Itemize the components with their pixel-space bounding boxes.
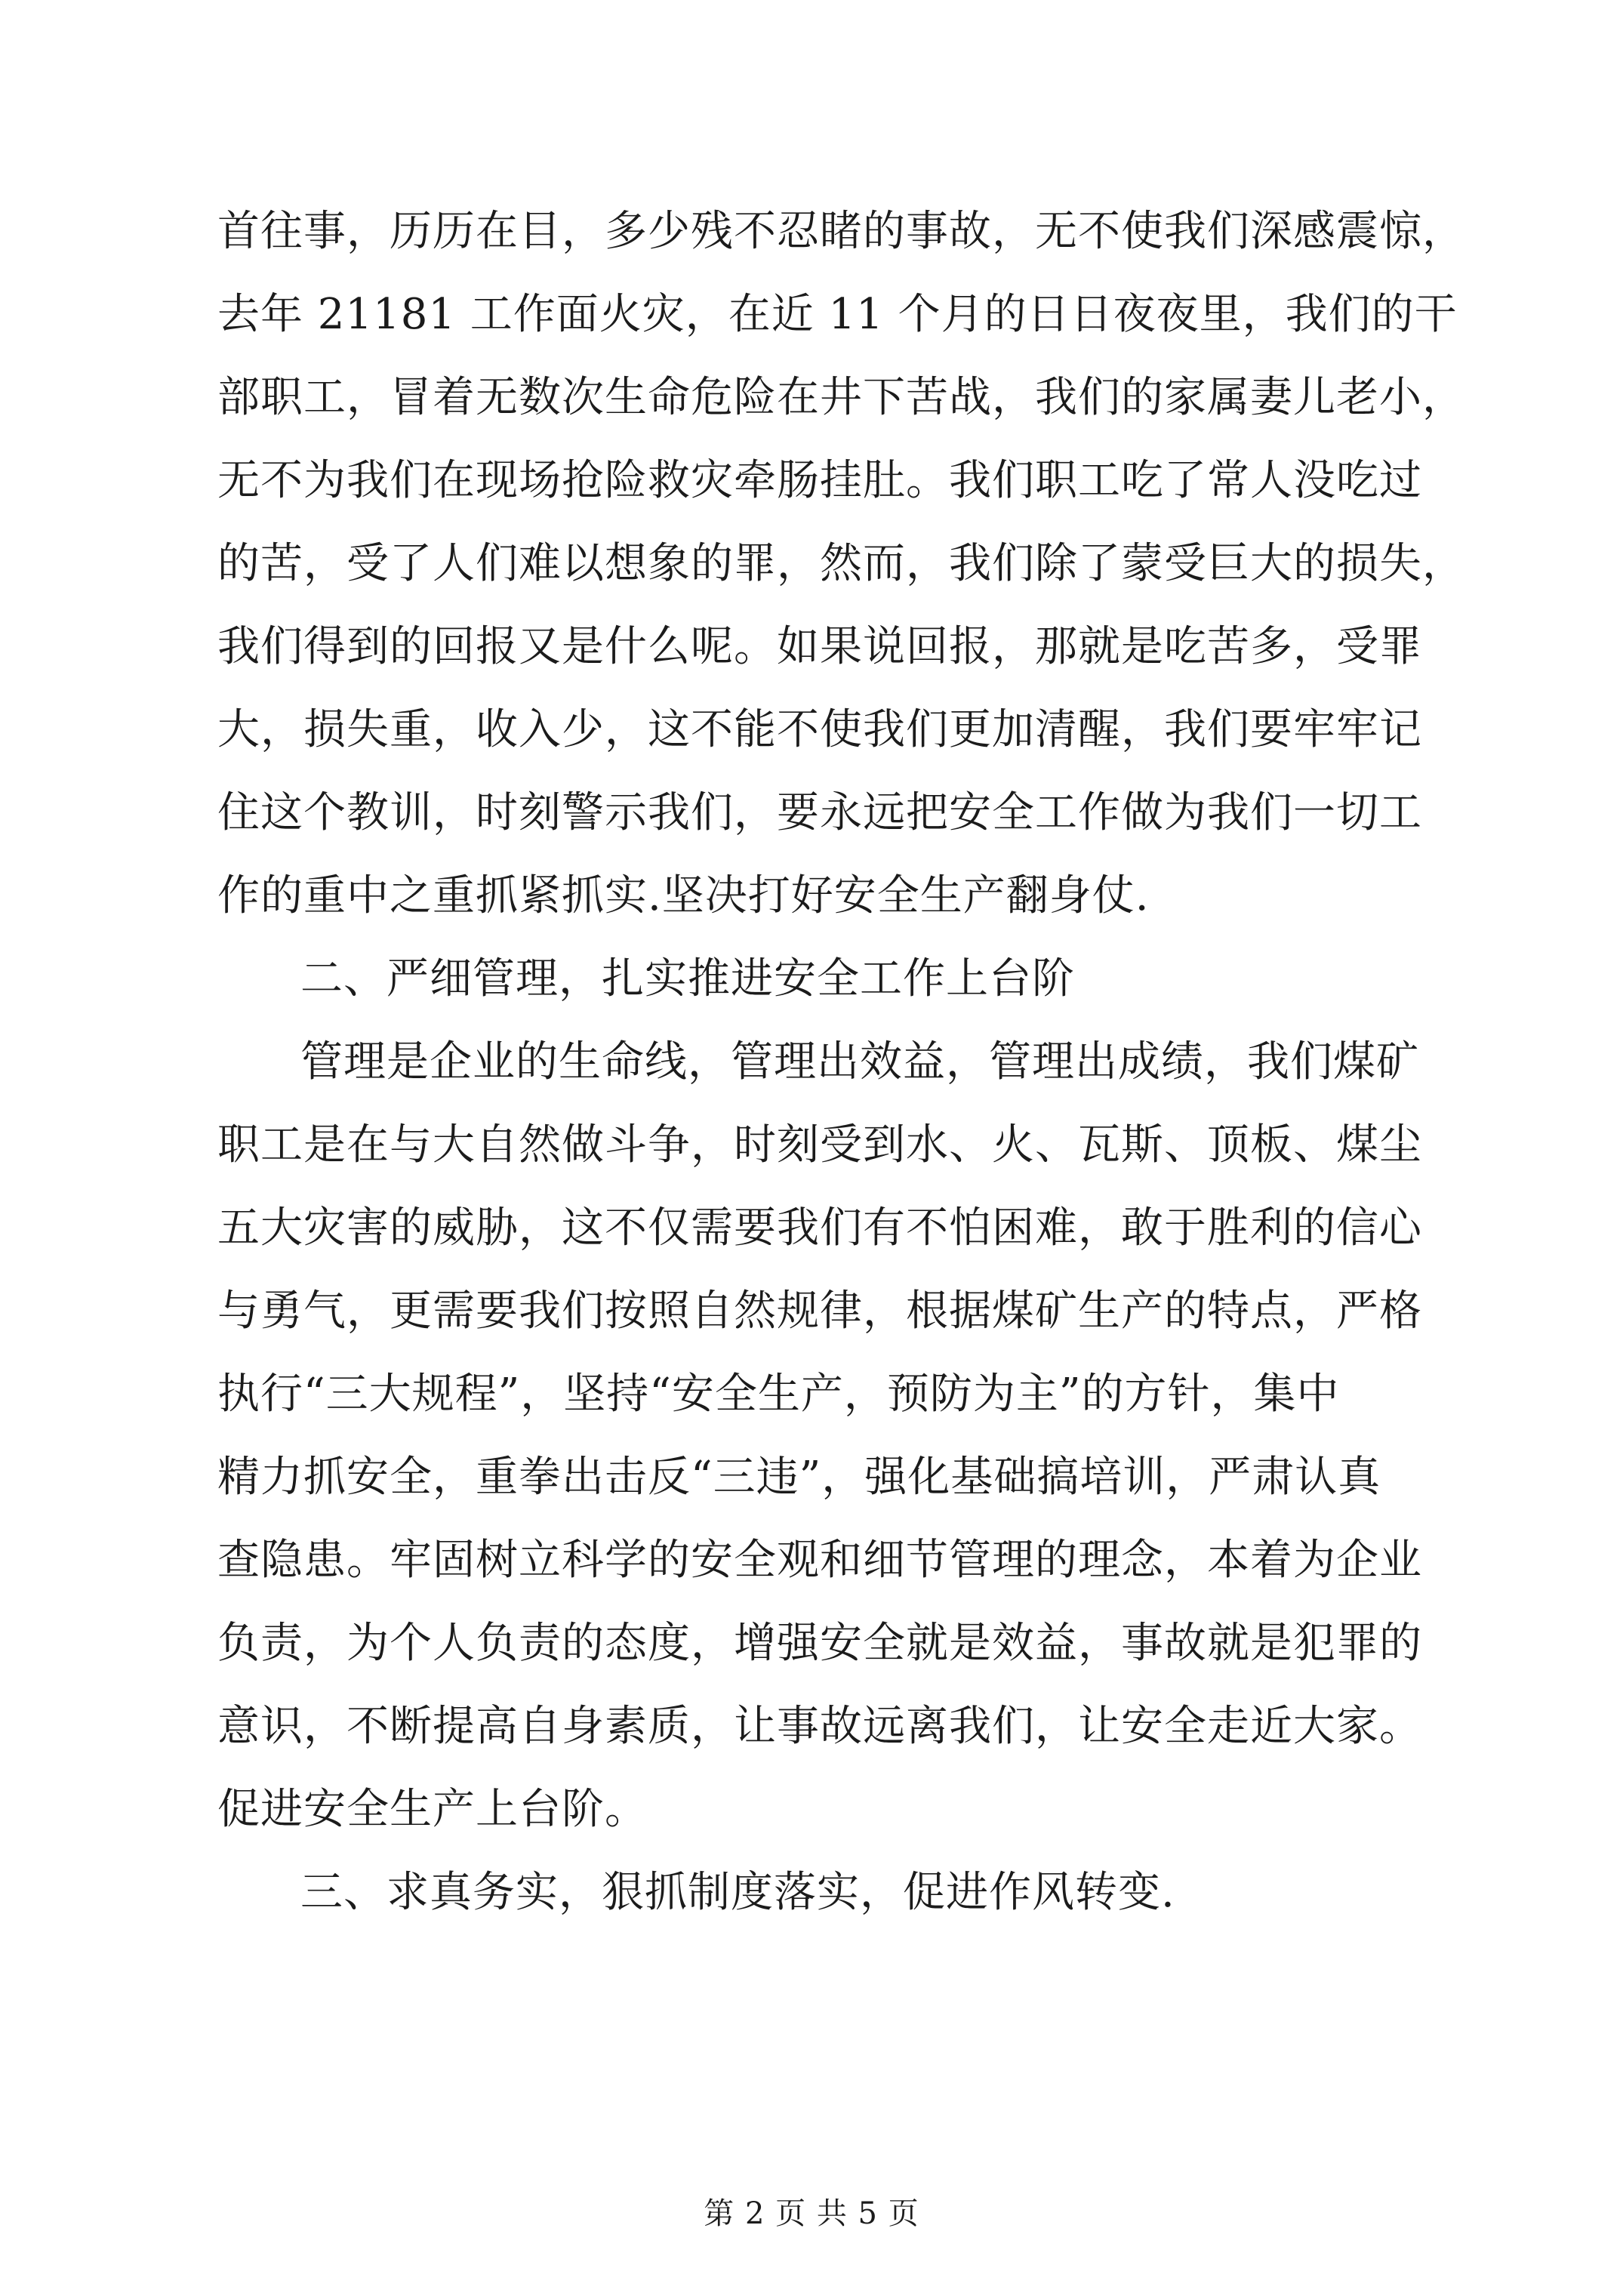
text-line-11: 管理是企业的生命线，管理出效益，管理出成绩，我们煤矿 — [300, 1037, 1419, 1086]
text-line-1: 首往事，历历在目，多少残不忍睹的事故，无不使我们深感震惊， — [217, 207, 1465, 256]
text-line-6: 我们得到的回报又是什么呢。如果说回报，那就是吃苦多，受罪 — [217, 622, 1422, 671]
text-line-12: 职工是在与大自然做斗争，时刻受到水、火、瓦斯、顶板、煤尘 — [217, 1120, 1422, 1170]
text-line-18: 负责，为个人负责的态度，增强安全就是效益，事故就是犯罪的 — [217, 1619, 1422, 1668]
page-number-footer: 第 2 页 共 5 页 — [704, 2196, 919, 2231]
text-line-5: 的苦，受了人们难以想象的罪，然而，我们除了蒙受巨大的损失， — [217, 539, 1465, 588]
text-line-13: 五大灾害的威胁，这不仅需要我们有不怕困难，敢于胜利的信心 — [217, 1203, 1422, 1253]
text-line-4: 无不为我们在现场抢险救灾牵肠挂肚。我们职工吃了常人没吃过 — [217, 456, 1422, 505]
text-line-14: 与勇气，更需要我们按照自然规律，根据煤矿生产的特点，严格 — [217, 1287, 1422, 1336]
text-line-19: 意识，不断提高自身素质，让事故远离我们，让安全走近大家。 — [217, 1702, 1422, 1751]
section-heading-3: 三、求真务实，狠抓制度落实，促进作风转变. — [300, 1868, 1175, 1917]
section-heading-2: 二、严细管理，扎实推进安全工作上台阶 — [300, 954, 1075, 1003]
text-line-16: 精力抓安全，重拳出击反“三违”，强化基础搞培训，严肃认真 — [217, 1453, 1381, 1502]
text-line-7: 大，损失重，收入少，这不能不使我们更加清醒，我们要牢牢记 — [217, 705, 1422, 754]
text-line-15: 执行“三大规程”，坚持“安全生产，预防为主”的方针，集中 — [217, 1370, 1340, 1419]
text-line-2: 去年 21181 工作面火灾，在近 11 个月的日日夜夜里，我们的干 — [217, 290, 1458, 339]
text-line-17: 查隐患。牢固树立科学的安全观和细节管理的理念，本着为企业 — [217, 1536, 1422, 1585]
text-line-3: 部职工，冒着无数次生命危险在井下苦战，我们的家属妻儿老小， — [217, 373, 1465, 422]
text-line-9: 作的重中之重抓紧抓实.坚决打好安全生产翻身仗. — [217, 871, 1150, 920]
text-line-8: 住这个教训，时刻警示我们，要永远把安全工作做为我们一切工 — [217, 788, 1422, 837]
text-line-20: 促进安全生产上台阶。 — [217, 1785, 648, 1834]
